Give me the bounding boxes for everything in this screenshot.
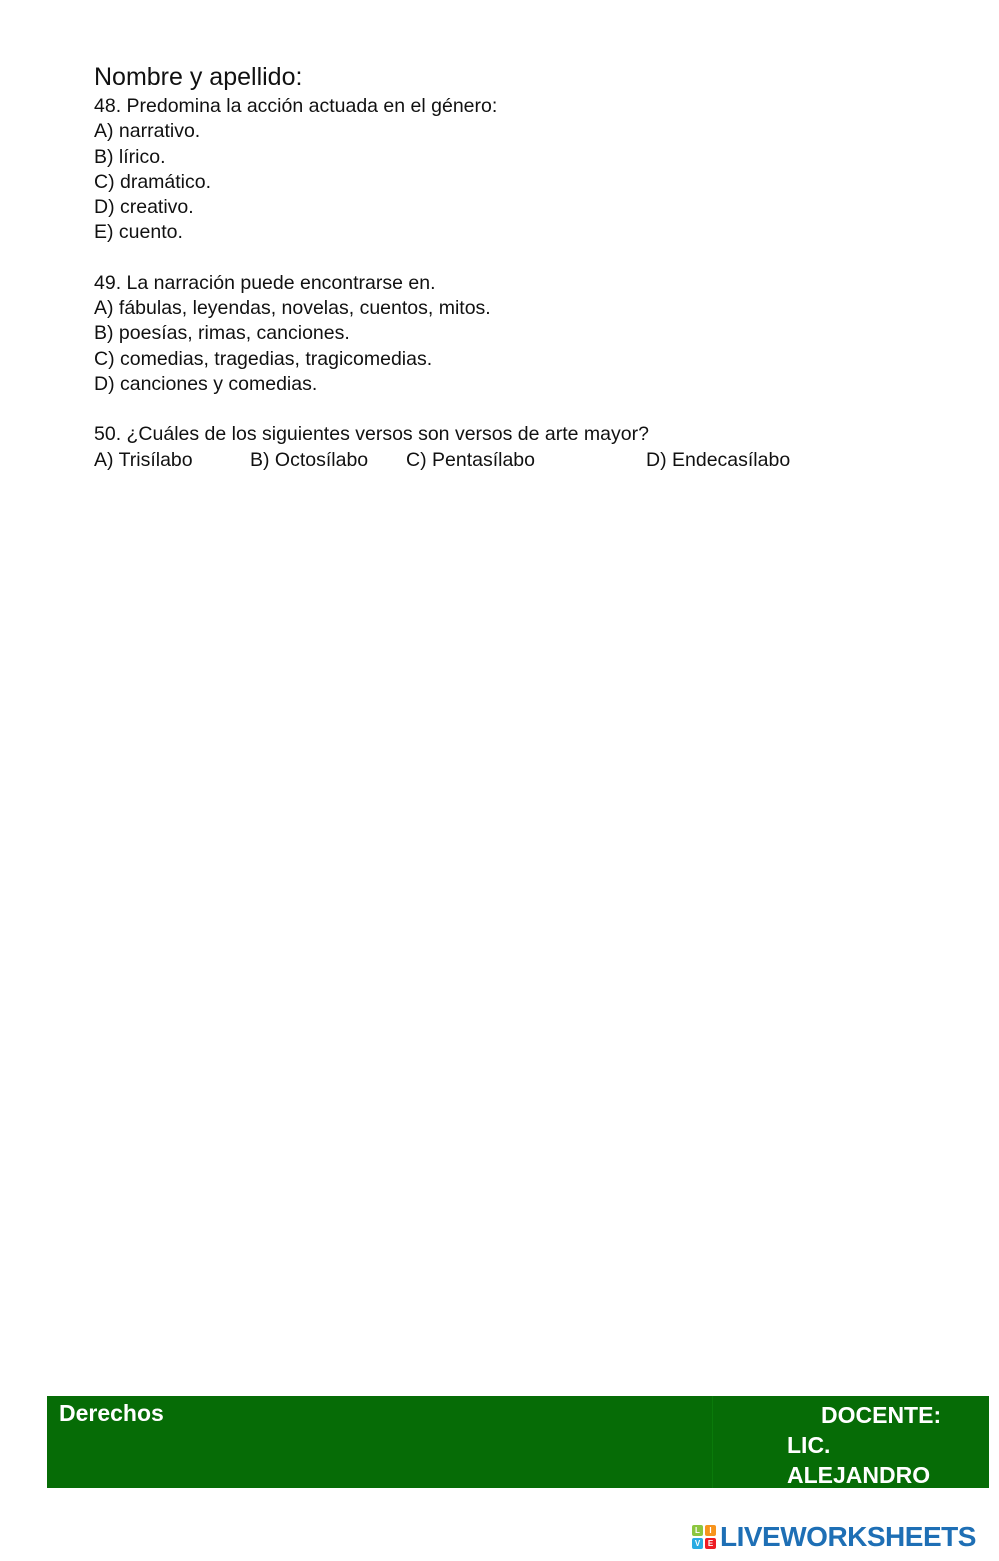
question-50-options [94,448,954,474]
footer-divider [712,1396,713,1488]
question-49 [94,271,954,397]
question-48 [94,94,954,246]
option-49-a: A) fábulas, leyendas, novelas, cuentos, mitos. [94,297,491,320]
option-50-d: D) Endecasílabo [646,448,791,471]
question-prompt: 50. ¿Cuáles de los siguientes versos son versos de arte mayor? [94,423,649,446]
question-prompt: 49. La narración puede encontrarse en. [94,271,436,294]
question-50 [94,422,954,447]
liveworksheets-logo-icon: L I V E [692,1525,716,1549]
option-50-a: A) Trisílabo [94,448,193,471]
option-48-c: C) dramático. [94,170,212,193]
option-49-b: B) poesías, rimas, canciones. [94,322,350,345]
question-prompt: 48. Predomina la acción actuada en el género: [94,95,498,117]
footer-rights-text: Derechos [59,1400,164,1426]
footer-teacher-title: LIC. [787,1432,831,1458]
option-50-c: C) Pentasílabo [406,448,535,471]
footer-teacher-block [787,1400,987,1490]
footer-teacher-name: ALEJANDRO [787,1462,931,1488]
name-label: Nombre y apellido: [94,63,303,91]
option-48-a: A) narrativo. [94,120,201,143]
footer-teacher-label: DOCENTE: [821,1402,942,1428]
liveworksheets-wordmark: LIVEWORKSHEETS [720,1521,976,1552]
footer-bar [47,1396,989,1488]
liveworksheets-brand[interactable] [692,1520,976,1554]
option-50-b: B) Octosílabo [250,448,369,471]
option-48-d: D) creativo. [94,196,194,219]
option-49-c: C) comedias, tragedias, tragicomedias. [94,347,433,370]
option-49-d: D) canciones y comedias. [94,372,318,395]
worksheet [94,60,954,474]
option-48-e: E) cuento. [94,221,183,244]
option-48-b: B) lírico. [94,145,166,168]
